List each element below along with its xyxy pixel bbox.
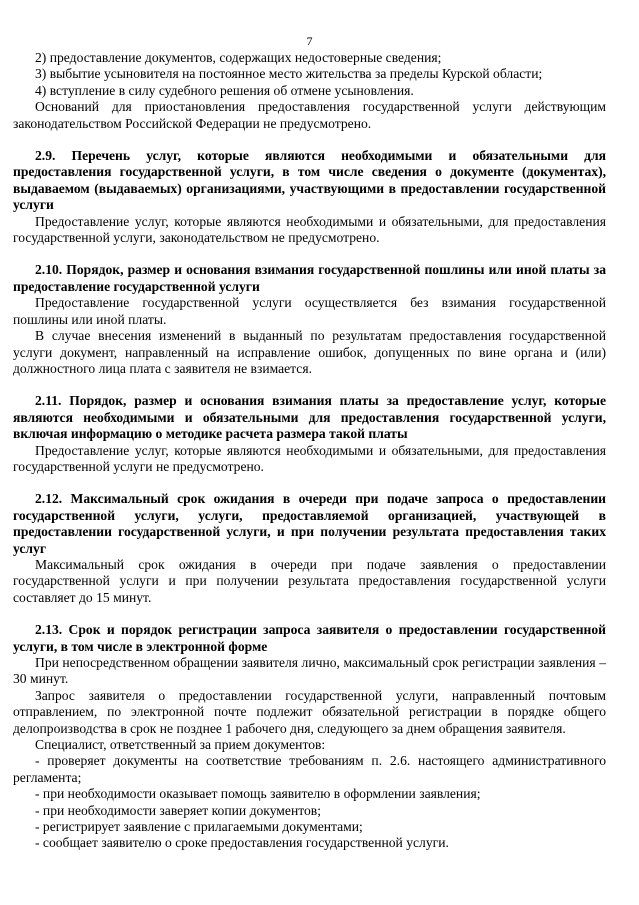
list-item: - при необходимости заверяет копии документов; <box>35 802 321 818</box>
list-item: 2) предоставление документов, содержащих недостоверные сведения; <box>35 50 442 65</box>
paragraph: Предоставление услуг, которые являются необходимыми и обязательными, для предоставления государственной услуги, законодательством не предусмотрено. <box>13 213 606 246</box>
paragraph: Предоставление государственной услуги осуществляется без взимания государственной пошлины или иной платы. <box>13 295 606 327</box>
list-item: 4) вступление в силу судебного решения об отмене усыновления. <box>35 82 414 98</box>
list-item: 3) выбытие усыновителя на постоянное место жительства за пределы Курской области; <box>35 66 543 82</box>
paragraph: Оснований для приостановления предоставления государственной услуги действующим законодательством Российской Федерации не предусмотрено. <box>13 99 606 131</box>
section-heading-2-10: 2.10. Порядок, размер и основания взимания государственной пошлины или иной платы за предоставление государственной услуги <box>13 262 606 294</box>
section-heading-2-12: 2.12. Максимальный срок ожидания в очереди при подаче запроса о предоставлении государственной услуги, услуги, предоставляемой организацией, участвующей в предоставлении государственной услуги, и при получении результата предоставления таких услуг <box>13 491 606 556</box>
list-item: - при необходимости оказывает помощь заявителю в оформлении заявления; <box>35 786 481 802</box>
paragraph: В случае внесения изменений в выданный по результатам предоставления государственной услуги документ, направленный на исправление ошибок, допущенных по вине органа и (или) должностного лица плата с заявителя не взимается. <box>13 328 606 376</box>
list-item: - проверяет документы на соответствие требованиям п. 2.6. настоящего административного регламента; <box>13 753 606 785</box>
page-number: 7 <box>306 34 313 48</box>
section-heading-2-11: 2.11. Порядок, размер и основания взимания платы за предоставление услуг, которые являются необходимыми и обязательными для предоставления государственной услуги, включая информацию о методике расчета размера такой платы <box>13 393 606 442</box>
paragraph: Максимальный срок ожидания в очереди при подаче заявления о предоставлении государственной услуги и при получении результата предоставления государственной услуги составляет до 15 минут. <box>13 556 606 605</box>
paragraph: Запрос заявителя о предоставлении государственной услуги, направленный почтовым отправлением, по электронной почте подлежит обязательной регистрации в порядке общего делопроизводства в срок не позднее 1 рабочего дня, следующего за днем обращения заявителя. <box>13 687 606 736</box>
list-item: - регистрирует заявление с прилагаемыми документами; <box>35 819 363 835</box>
list-item: - сообщает заявителю о сроке предоставления государственной услуги. <box>35 835 449 851</box>
section-heading-2-9: 2.9. Перечень услуг, которые являются необходимыми и обязательными для предоставления государственной услуги, в том числе сведения о документе (документах), выдаваемом (выдаваемых) организациями, участвующими в предоставлении государственной услуги <box>13 148 606 213</box>
paragraph: Предоставление услуг, которые являются необходимыми и обязательными, для предоставления государственной услуги не предусмотрено. <box>13 442 606 474</box>
paragraph: При непосредственном обращении заявителя лично, максимальный срок регистрации заявления – 30 минут. <box>13 655 606 687</box>
paragraph: Специалист, ответственный за прием документов: <box>35 737 326 753</box>
section-heading-2-13: 2.13. Срок и порядок регистрации запроса заявителя о предоставлении государственной услуги, в том числе в электронной форме <box>13 622 606 654</box>
